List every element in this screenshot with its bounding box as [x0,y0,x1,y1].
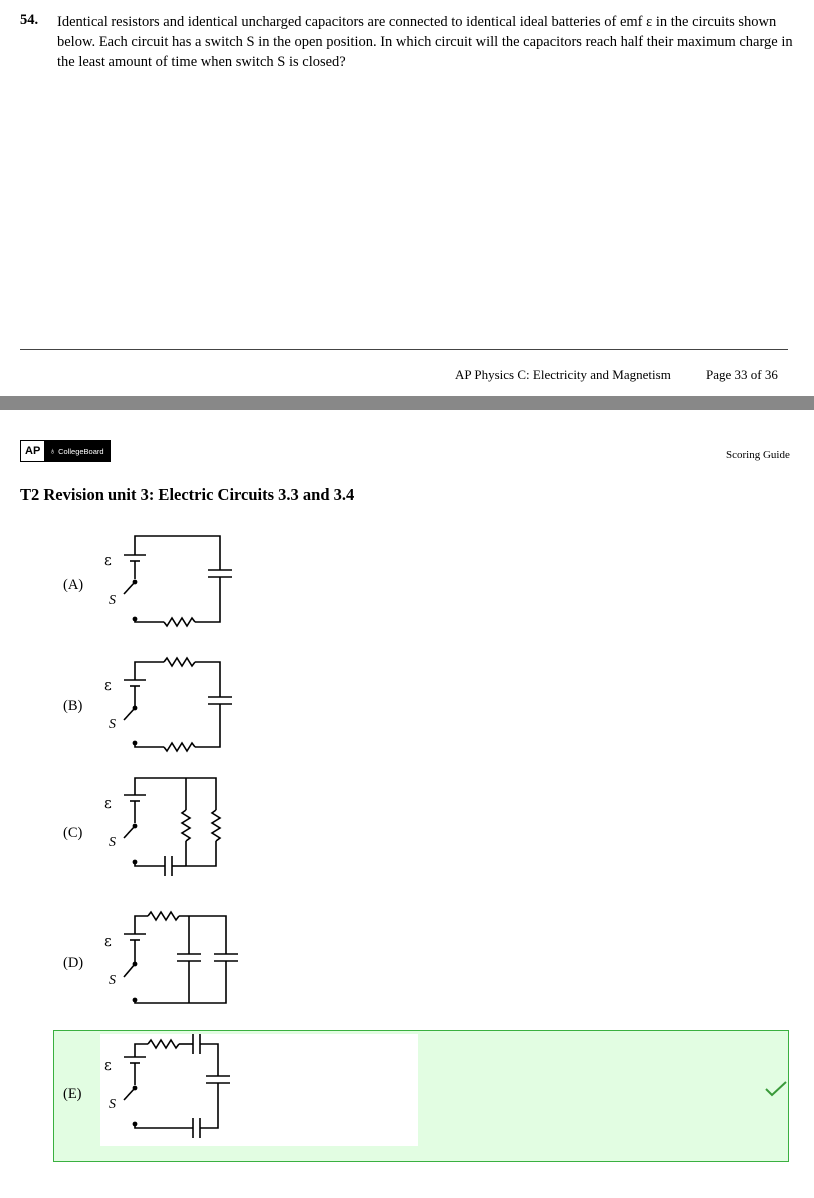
footer-page-number: Page 33 of 36 [706,367,778,382]
circuit-c-emf: ε [104,794,112,812]
circuit-a-diagram [100,530,250,635]
footer-divider [20,349,788,350]
ap-collegeboard-logo [20,440,111,462]
circuit-b-switch-label: S [109,717,116,732]
collegeboard-logo-text: CollegeBoard [58,447,104,456]
question-number: 54. [20,12,39,28]
circuit-d-emf: ε [104,932,112,950]
circuit-c-diagram [100,770,250,885]
scoring-guide-label: Scoring Guide [726,449,790,461]
choice-b-label[interactable]: (B) [63,698,83,714]
choice-c-label[interactable]: (C) [63,825,83,841]
collegeboard-logo [44,441,109,461]
acorn-icon: ♁ [49,446,57,456]
choice-a-label[interactable]: (A) [63,577,84,593]
ap-logo-text: AP [21,441,44,461]
choice-e-label[interactable]: (E) [63,1086,82,1102]
circuit-b-emf: ε [104,676,112,694]
circuit-d-diagram [100,900,250,1015]
circuit-e-switch-label: S [109,1097,116,1112]
circuit-b-diagram [100,650,250,755]
question-text: Identical resistors and identical uncharged capacitors are connected to identical ideal batteries of emf ε in the circuits shown below. Each circuit has a switch S in the open position. In which circuit will the capacitors reach half their maximum charge in the least amount of time when switch S is closed? [57,14,793,70]
page-separator [0,396,814,410]
circuit-a-emf: ε [104,551,112,569]
footer-course: AP Physics C: Electricity and Magnetism [455,367,671,382]
circuit-a-switch-label: S [109,593,116,608]
circuit-e-emf: ε [104,1056,112,1074]
checkmark-icon [763,1079,789,1099]
circuit-d-switch-label: S [109,973,116,988]
circuit-e-diagram [100,1032,250,1147]
circuit-c-switch-label: S [109,835,116,850]
choice-d-label[interactable]: (D) [63,955,84,971]
guide-title: T2 Revision unit 3: Electric Circuits 3.3 and 3.4 [20,485,355,504]
